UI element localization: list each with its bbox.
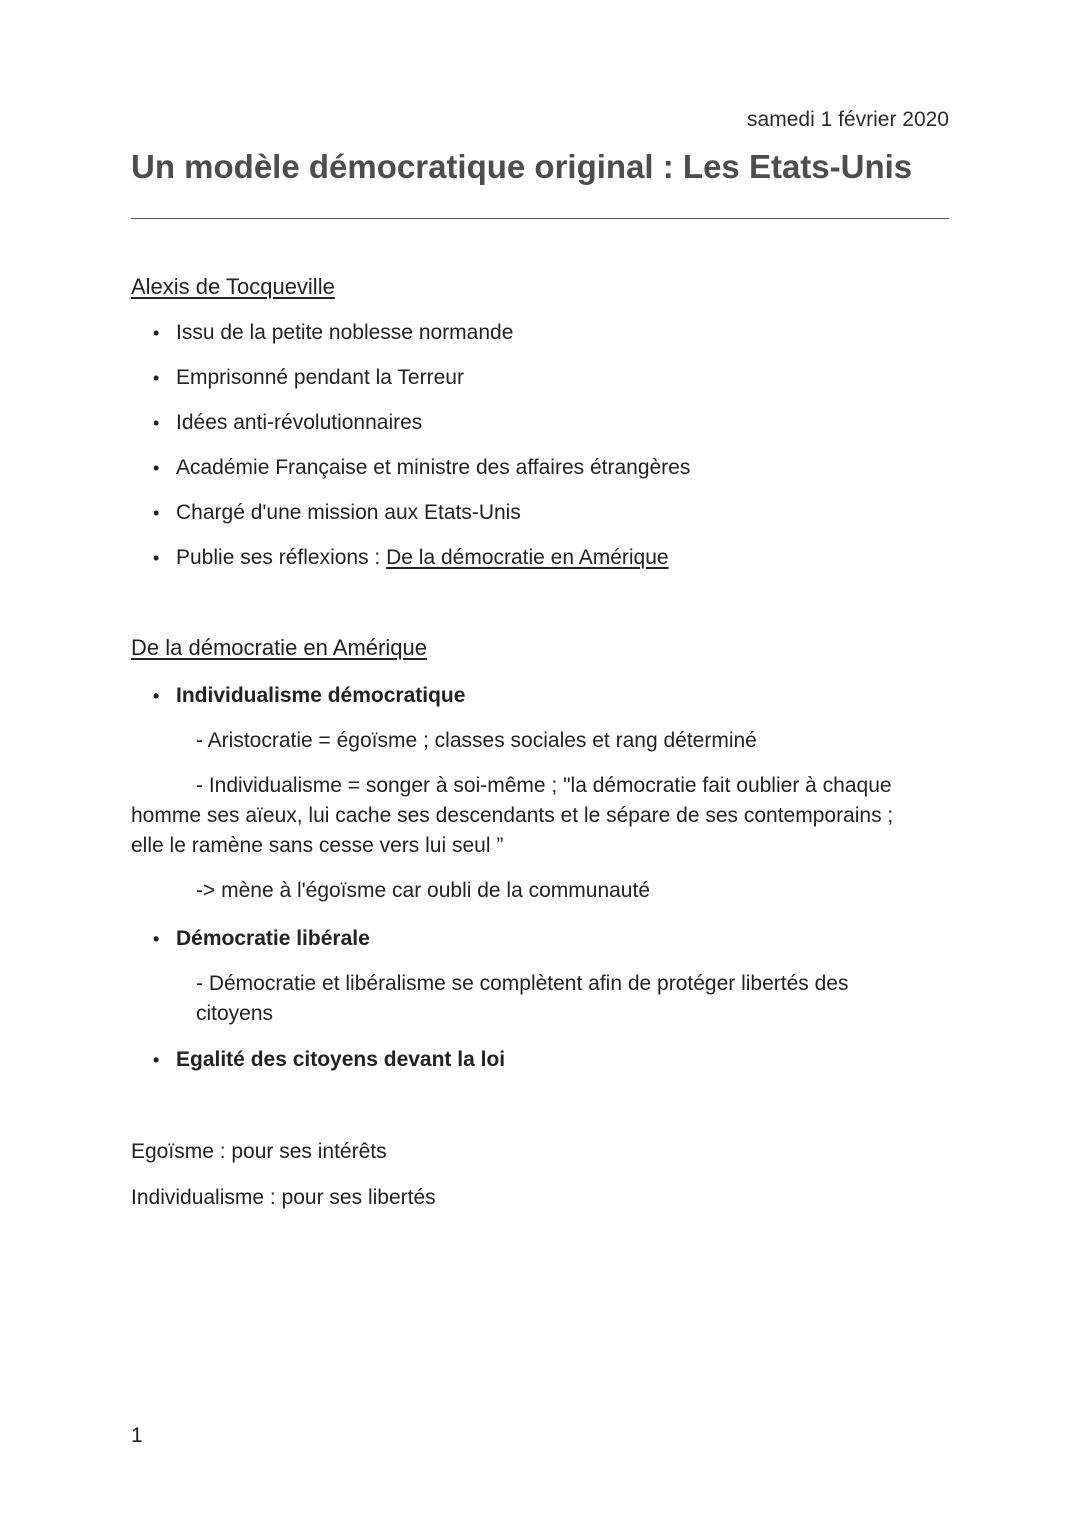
list-item: • Emprisonné pendant la Terreur	[153, 366, 464, 389]
list-item-individualisme: • Individualisme démocratique	[153, 684, 466, 707]
section-heading-democratie: De la démocratie en Amérique	[131, 635, 427, 660]
definition-egoisme: Egoïsme : pour ses intérêts	[131, 1140, 387, 1163]
bullet-icon: •	[153, 413, 160, 433]
note-line: - Individualisme = songer à soi-même ; "la démocratie fait oublier à chaque	[196, 774, 892, 797]
bullet-icon: •	[153, 458, 160, 478]
bullet-icon: •	[153, 929, 160, 949]
list-item: • Chargé d'une mission aux Etats-Unis	[153, 501, 521, 524]
note-line: - Démocratie et libéralisme se complètent afin de protéger libertés des	[196, 972, 849, 995]
list-item: • Publie ses réflexions : De la démocratie en Amérique	[153, 546, 669, 569]
note-line: homme ses aïeux, lui cache ses descendants et le sépare de ses contemporains ;	[131, 804, 894, 827]
page-title: Un modèle démocratique original : Les Etats-Unis	[131, 148, 913, 185]
bullet-icon: •	[153, 368, 160, 388]
list-item-egalite: • Egalité des citoyens devant la loi	[153, 1048, 506, 1071]
page-number: 1	[131, 1424, 143, 1447]
bullet-icon: •	[153, 686, 160, 706]
list-item-democratie-liberale: • Démocratie libérale	[153, 927, 370, 950]
title-divider	[131, 218, 949, 219]
definition-individualisme: Individualisme : pour ses libertés	[131, 1186, 436, 1209]
note-line: elle le ramène sans cesse vers lui seul ”	[131, 834, 504, 857]
note-line: citoyens	[196, 1002, 274, 1025]
note-line: - Aristocratie = égoïsme ; classes sociales et rang déterminé	[196, 729, 757, 752]
bullet-icon: •	[153, 503, 160, 523]
bullet-icon: •	[153, 323, 160, 343]
document-date: samedi 1 février 2020	[747, 108, 949, 131]
bullet-icon: •	[153, 1050, 160, 1070]
list-item: • Issu de la petite noblesse normande	[153, 321, 514, 344]
list-item: • Idées anti-révolutionnaires	[153, 411, 423, 434]
list-item: • Académie Française et ministre des affaires étrangères	[153, 456, 691, 479]
note-line: -> mène à l'égoïsme car oubli de la communauté	[196, 879, 651, 902]
book-title-reference: De la démocratie en Amérique	[386, 546, 669, 569]
section-heading-tocqueville: Alexis de Tocqueville	[131, 274, 335, 299]
bullet-icon: •	[153, 548, 160, 568]
